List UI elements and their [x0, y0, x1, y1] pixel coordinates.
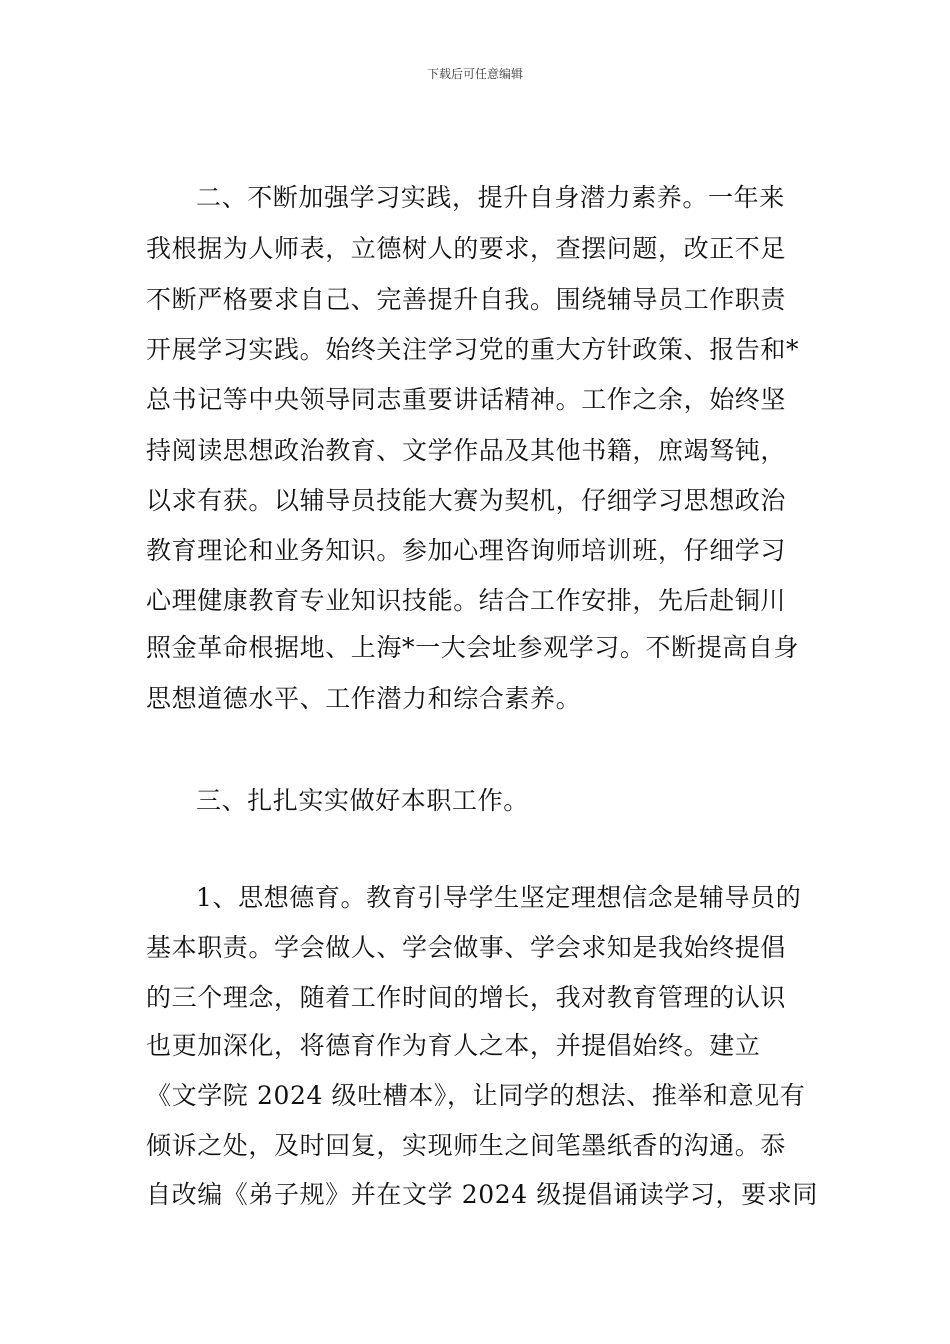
paragraph-line: 基本职责。学会做人、学会做事、学会求知是我始终提倡 — [146, 933, 787, 962]
paragraph-line: 以求有获。以辅导员技能大赛为契机，仔细学习思想政治 — [146, 486, 787, 515]
paragraph-line: 倾诉之处，及时回复，实现师生之间笔墨纸香的沟通。忝 — [146, 1131, 787, 1160]
page-header: 下载后可任意编辑 — [426, 67, 523, 81]
paragraph-line: 我根据为人师表，立德树人的要求，查摆问题，改正不足 — [146, 234, 787, 263]
paragraph-line: 思想道德水平、工作潜力和综合素养。 — [146, 684, 582, 713]
paragraph-line: 开展学习实践。始终关注学习党的重大方针政策、报告和* — [146, 335, 800, 364]
paragraph-line: 持阅读思想政治教育、文学作品及其他书籍，庶竭驽钝， — [146, 436, 787, 465]
paragraph-line: 照金革命根据地、上海*一大会址参观学习。不断提高自身 — [146, 633, 800, 662]
paragraph-line: 《文学院 2024 级吐槽本》，让同学的想法、推举和意见有 — [146, 1081, 806, 1110]
paragraph-line: 总书记等中央领导同志重要讲话精神。工作之余，始终坚 — [146, 385, 787, 414]
paragraph-line: 也更加深化，将德育作为育人之本，并提倡始终。建立 — [146, 1031, 761, 1060]
section-heading: 三、扎扎实实做好本职工作。 — [196, 786, 529, 815]
paragraph-line: 不断严格要求自己、完善提升自我。围绕辅导员工作职责 — [146, 285, 787, 314]
paragraph-line: 1、思想德育。教育引导学生坚定理想信念是辅导员的 — [196, 883, 802, 912]
paragraph-line: 自改编《弟子规》并在文学 2024 级提倡诵读学习，要求同 — [146, 1180, 818, 1209]
paragraph-line: 二、不断加强学习实践，提升自身潜力素养。一年来 — [196, 183, 785, 212]
paragraph-line: 心理健康教育专业知识技能。结合工作安排，先后赴铜川 — [146, 586, 787, 615]
paragraph-line: 教育理论和业务知识。参加心理咨询师培训班，仔细学习 — [146, 536, 787, 565]
paragraph-line: 的三个理念，随着工作时间的增长，我对教育管理的认识 — [146, 983, 787, 1012]
